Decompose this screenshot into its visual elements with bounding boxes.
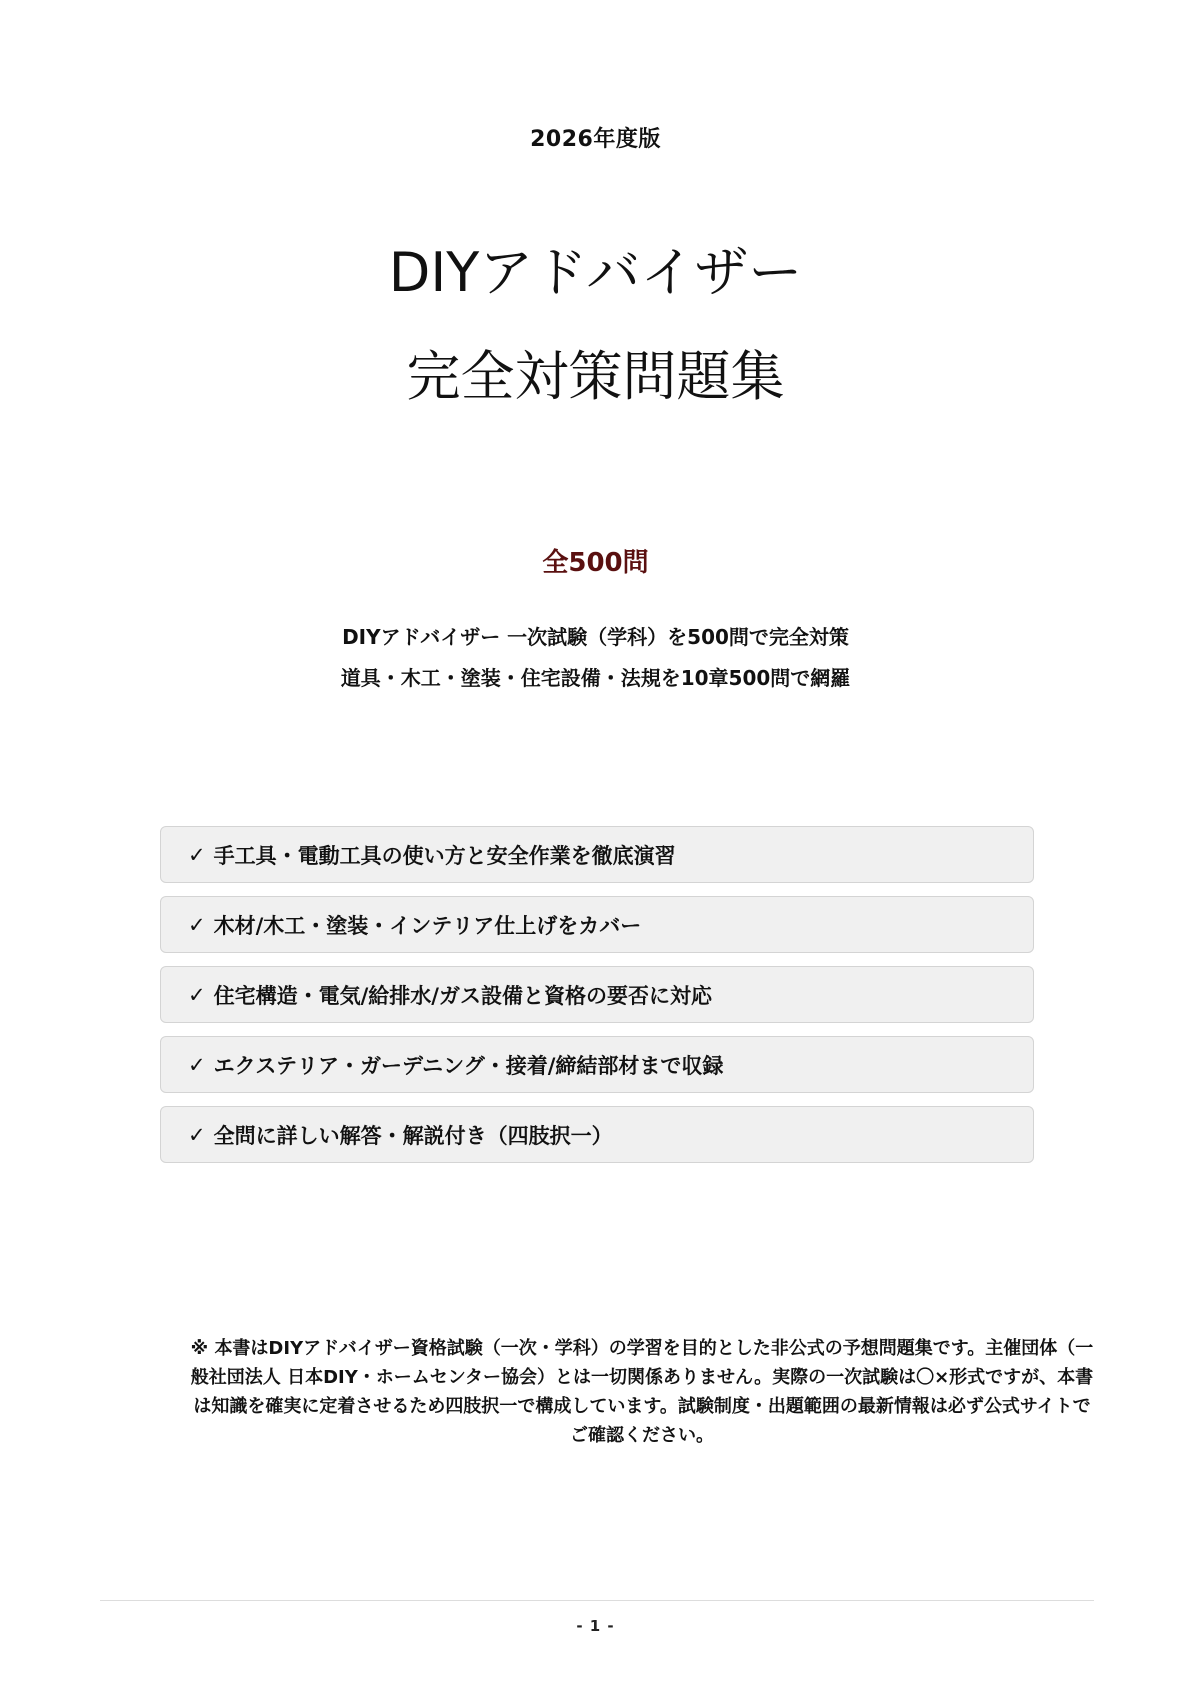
check-icon: ✓ [188, 982, 206, 1007]
feature-item [160, 1036, 1034, 1093]
feature-item [160, 896, 1034, 953]
subtitle-line-1: DIYアドバイザー 一次試験（学科）を500問で完全対策 [342, 625, 849, 649]
edition-label: 2026年度版 [530, 127, 661, 152]
subtitle-line-2: 道具・木工・塗装・住宅設備・法規を10章500問で網羅 [340, 666, 851, 690]
footer-divider [100, 1600, 1094, 1601]
feature-list [160, 826, 1034, 1176]
feature-item [160, 966, 1034, 1023]
check-icon: ✓ [188, 842, 206, 867]
feature-text: 全問に詳しい解答・解説付き（四肢択一） [213, 1123, 613, 1148]
feature-text: 住宅構造・電気/給排水/ガス設備と資格の要否に対応 [213, 983, 712, 1008]
page-number: - 1 - [576, 1617, 615, 1635]
question-count: 全500問 [542, 548, 649, 578]
book-title-line-2: 完全対策問題集 [406, 345, 785, 408]
feature-item [160, 1106, 1034, 1163]
feature-item [160, 826, 1034, 883]
feature-text: 木材/木工・塗装・インテリア仕上げをカバー [213, 913, 642, 938]
check-icon: ✓ [188, 912, 206, 937]
check-icon: ✓ [188, 1052, 206, 1077]
disclaimer-note: ※ 本書はDIYアドバイザー資格試験（一次・学科）の学習を目的とした非公式の予想問題集です。主催団体（一般社団法人 日本DIY・ホームセンター協会）とは一切関係ありません。実際の一次試験は〇×形式ですが、本書は知識を確実に定着させるため四肢択一で構成しています。試験制度・出題範囲の最新情報は必ず公式サイトでご確認ください。 [190, 1338, 1094, 1446]
check-icon: ✓ [188, 1122, 206, 1147]
book-title-line-1: DIYアドバイザー [388, 241, 803, 304]
feature-text: エクステリア・ガーデニング・接着/締結部材まで収録 [213, 1053, 724, 1078]
feature-text: 手工具・電動工具の使い方と安全作業を徹底演習 [213, 843, 676, 868]
